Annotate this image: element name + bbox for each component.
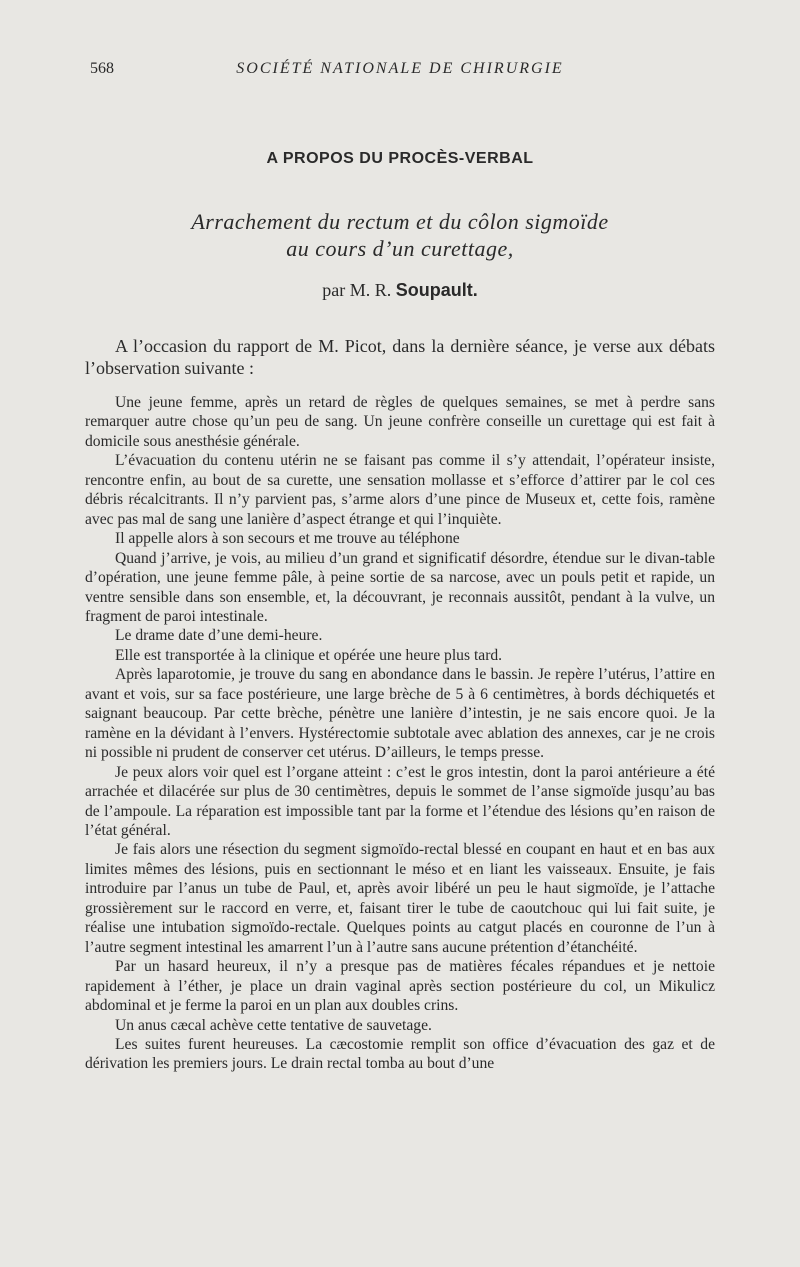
body-paragraph: Il appelle alors à son secours et me trouve au téléphone: [115, 530, 460, 548]
author-name: Soupault.: [395, 280, 478, 300]
section-heading: A PROPOS DU PROCÈS-VERBAL: [266, 150, 534, 167]
author-prefix: par M. R.: [322, 280, 392, 300]
body-paragraph: Elle est transportée à la clinique et opérée une heure plus tard.: [115, 646, 503, 664]
author-line: [0, 280, 800, 301]
article-title-line-2: au cours d’un curettage,: [286, 236, 514, 261]
body-paragraph: Je fais alors une résection du segment sigmoïdo-rectal blessé en coupant en haut et en bas aux limites mêmes des lésions, puis en sectionnant le méso et en liant les vaisseaux. Ensuite, je fais introduire par l’anus un tube de Paul, et, après avoir libéré un peu le haut sigmoïde, je l’attache grossièrement sur le raccord en verre, et, faisant tirer le tube de caoutchouc qui lui fait suite, je réalise une intubation sigmoïdo-rectale. Quelques points au catgut placés en couronne de l’un à l’autre segment intestinal les amarrent l’un à l’autre sans aucune prétention d’étanchéité.: [85, 841, 715, 956]
journal-title: SOCIÉTÉ NATIONALE DE CHIRURGIE: [236, 60, 564, 77]
body-paragraph: Je peux alors voir quel est l’organe atteint : c’est le gros intestin, dont la paroi antérieure a été arrachée et dilacérée sur plus de 30 centimètres, depuis le sommet de l’anse sigmoïde jusqu’au bas de l’ampoule. La réparation est impossible tant par la forme et l’étendue des lésions qu’en raison de l’état général.: [85, 763, 715, 839]
body-paragraph: Le drame date d’une demi-heure.: [115, 627, 323, 645]
intro-paragraph: A l’occasion du rapport de M. Picot, dans la dernière séance, je verse aux débats l’observation suivante :: [85, 336, 715, 378]
body-paragraph: Les suites furent heureuses. La cæcostomie remplit son office d’évacuation des gaz et de dérivation les premiers jours. Le drain rectal tomba au bout d’une: [85, 1035, 715, 1073]
article-title-line-1: Arrachement du rectum et du côlon sigmoïde: [191, 209, 609, 234]
body-text: [85, 393, 715, 1074]
body-paragraph: L’évacuation du contenu utérin ne se faisant pas comme il s’y attendait, l’opérateur insiste, rencontre enfin, au bout de sa curette, une sensation mollasse et s’efforce d’attirer par le col ces débris récalcitrants. Il n’y parvient pas, s’arme alors d’une pince de Museux et, cette fois, ramène avec pas mal de sang une lanière d’aspect étrange et qui l’inquiète.: [85, 452, 715, 528]
article-title: [0, 208, 800, 262]
body-paragraph: Un anus cæcal achève cette tentative de sauvetage.: [115, 1016, 432, 1034]
body-paragraph: Une jeune femme, après un retard de règles de quelques semaines, se met à perdre sans remarquer autre chose qu’un peu de sang. Un jeune confrère conseille un curettage qui est fait à domicile sous anesthésie générale.: [85, 394, 715, 450]
body-paragraph: Quand j’arrive, je vois, au milieu d’un grand et significatif désordre, étendue sur le divan-table d’opération, une jeune femme pâle, à peine sortie de sa narcose, avec un pouls petit et rapide, un ventre sensible dans son ensemble, et, la découvrant, je reconnais aussitôt, pendant à la vulve, un fragment de paroi intestinale.: [85, 549, 715, 625]
body-paragraph: Par un hasard heureux, il n’y a presque pas de matières fécales répandues et je nettoie rapidement à l’éther, je place un drain vaginal après section postérieure du col, un Mikulicz abdominal et je ferme la paroi en un plan aux doubles crins.: [85, 958, 715, 1015]
page-number: 568: [90, 60, 114, 77]
running-head: [90, 60, 710, 84]
body-paragraph: Après laparotomie, je trouve du sang en abondance dans le bassin. Je repère l’utérus, l’attire en avant et vois, sur sa face postérieure, une large brèche de 5 à 6 centimètres, à bords déchiquetés et saignant beaucoup. Par cette brèche, pénètre une lanière d’intestin, je ne sais encore quoi. Je la ramène en la dévidant à l’envers. Hystérectomie subtotale avec ablation des annexes, car je ne crois ni possible ni prudent de conserver cet utérus. D’ailleurs, le temps presse.: [85, 666, 715, 762]
